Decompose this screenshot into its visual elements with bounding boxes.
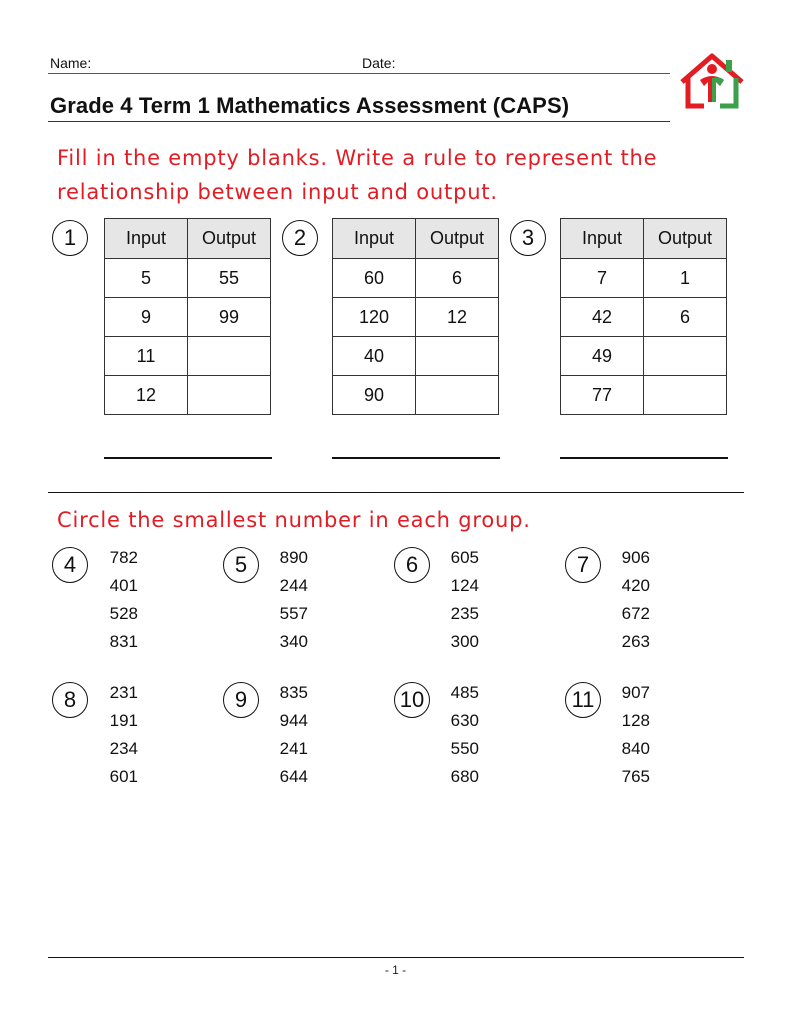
cell-input: 49 (561, 337, 644, 376)
group-value[interactable]: 765 (621, 767, 650, 786)
group-value[interactable]: 244 (279, 576, 308, 595)
question-number-6: 6 (394, 547, 430, 583)
instruction-line-1: Fill in the empty blanks. Write a rule to represent the (57, 146, 658, 170)
number-group-5 (252, 544, 308, 656)
instruction-line-2: relationship between input and output. (57, 180, 498, 204)
number-group-11 (594, 679, 650, 791)
group-value[interactable]: 128 (621, 711, 650, 730)
cell-output-blank[interactable] (644, 376, 727, 415)
group-value[interactable]: 557 (279, 604, 308, 623)
col-input: Input (333, 219, 416, 259)
cell-output-blank[interactable] (188, 337, 271, 376)
group-value[interactable]: 340 (279, 632, 308, 651)
group-value[interactable]: 831 (109, 632, 138, 651)
date-label: Date: (362, 55, 396, 71)
cell-output-blank[interactable] (188, 376, 271, 415)
group-value[interactable]: 630 (450, 711, 479, 730)
group-value[interactable]: 944 (279, 711, 308, 730)
group-value[interactable]: 241 (279, 739, 308, 758)
group-value[interactable]: 234 (109, 739, 138, 758)
cell-input: 120 (333, 298, 416, 337)
question-number-2: 2 (282, 220, 318, 256)
footer-divider (48, 957, 744, 958)
name-date-line (48, 73, 670, 74)
col-input: Input (561, 219, 644, 259)
cell-output: 99 (188, 298, 271, 337)
group-value[interactable]: 191 (109, 711, 138, 730)
cell-output: 6 (644, 298, 727, 337)
group-value[interactable]: 840 (621, 739, 650, 758)
col-input: Input (105, 219, 188, 259)
group-value[interactable]: 890 (279, 548, 308, 567)
input-output-table-2 (332, 218, 499, 415)
input-output-table-1 (104, 218, 271, 415)
group-value[interactable]: 420 (621, 576, 650, 595)
group-value[interactable]: 680 (450, 767, 479, 786)
group-value[interactable]: 907 (621, 683, 650, 702)
group-value[interactable]: 528 (109, 604, 138, 623)
col-output: Output (644, 219, 727, 259)
cell-input: 90 (333, 376, 416, 415)
group-value[interactable]: 235 (450, 604, 479, 623)
question-number-3: 3 (510, 220, 546, 256)
cell-output: 55 (188, 259, 271, 298)
page-number: - 1 - (384, 963, 407, 977)
group-value[interactable]: 644 (279, 767, 308, 786)
col-output: Output (188, 219, 271, 259)
number-group-10 (423, 679, 479, 791)
question-number-8: 8 (52, 682, 88, 718)
cell-input: 42 (561, 298, 644, 337)
cell-output-blank[interactable] (416, 376, 499, 415)
group-value[interactable]: 263 (621, 632, 650, 651)
question-number-7: 7 (565, 547, 601, 583)
title-underline (48, 121, 670, 122)
cell-input: 5 (105, 259, 188, 298)
number-group-8 (82, 679, 138, 791)
cell-input: 9 (105, 298, 188, 337)
group-value[interactable]: 605 (450, 548, 479, 567)
group-value[interactable]: 401 (109, 576, 138, 595)
group-value[interactable]: 835 (279, 683, 308, 702)
question-number-9: 9 (223, 682, 259, 718)
cell-output: 12 (416, 298, 499, 337)
number-group-9 (252, 679, 308, 791)
question-number-1: 1 (52, 220, 88, 256)
number-group-4 (82, 544, 138, 656)
circle-instruction: Circle the smallest number in each group. (57, 508, 531, 532)
group-value[interactable]: 906 (621, 548, 650, 567)
cell-output: 1 (644, 259, 727, 298)
page-title: Grade 4 Term 1 Mathematics Assessment (CAPS) (50, 93, 570, 118)
cell-input: 12 (105, 376, 188, 415)
number-group-7 (594, 544, 650, 656)
col-output: Output (416, 219, 499, 259)
group-value[interactable]: 124 (450, 576, 479, 595)
group-value[interactable]: 485 (450, 683, 479, 702)
cell-output-blank[interactable] (644, 337, 727, 376)
section-divider (48, 492, 744, 493)
rule-answer-line-1[interactable] (104, 457, 272, 459)
group-value[interactable]: 550 (450, 739, 479, 758)
cell-output-blank[interactable] (416, 337, 499, 376)
name-label: Name: (50, 55, 92, 71)
question-number-4: 4 (52, 547, 88, 583)
question-number-11: 11 (565, 682, 601, 718)
question-number-10: 10 (394, 682, 430, 718)
rule-answer-line-2[interactable] (332, 457, 500, 459)
house-person-logo-icon (676, 52, 748, 112)
group-value[interactable]: 300 (450, 632, 479, 651)
rule-answer-line-3[interactable] (560, 457, 728, 459)
number-group-6 (423, 544, 479, 656)
group-value[interactable]: 231 (109, 683, 138, 702)
cell-input: 77 (561, 376, 644, 415)
group-value[interactable]: 782 (109, 548, 138, 567)
cell-output: 6 (416, 259, 499, 298)
cell-input: 40 (333, 337, 416, 376)
cell-input: 7 (561, 259, 644, 298)
cell-input: 60 (333, 259, 416, 298)
input-output-table-3 (560, 218, 727, 415)
cell-input: 11 (105, 337, 188, 376)
question-number-5: 5 (223, 547, 259, 583)
group-value[interactable]: 672 (621, 604, 650, 623)
group-value[interactable]: 601 (109, 767, 138, 786)
